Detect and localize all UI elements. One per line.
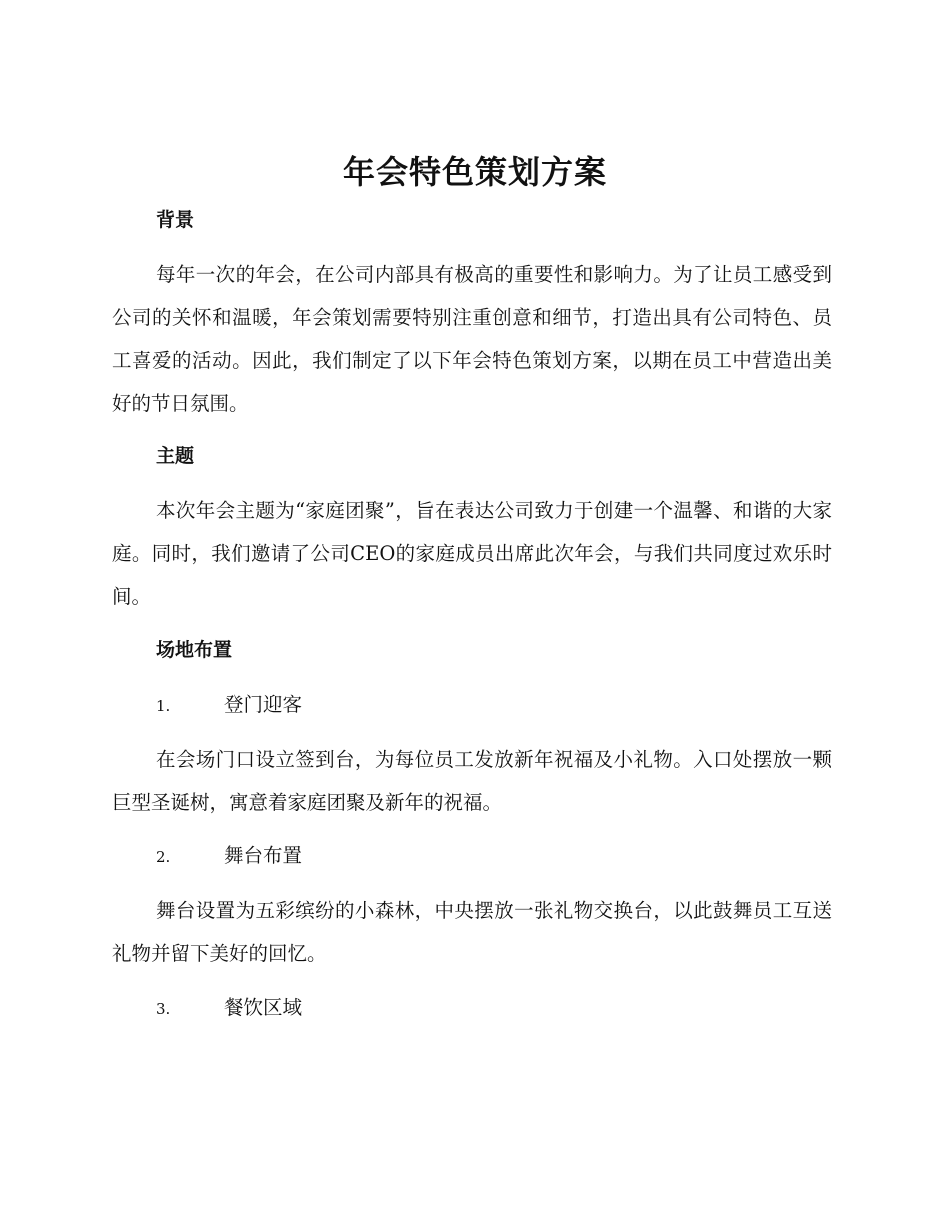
list-item-welcome — [156, 690, 302, 721]
section-heading-venue: 场地布置 — [156, 639, 233, 661]
list-number: 2. — [156, 848, 171, 866]
list-label: 餐饮区域 — [224, 996, 303, 1019]
background-paragraph: 每年一次的年会，在公司内部具有极高的重要性和影响力。为了让员工感受到公司的关怀和温暖，年会策划需要特别注重创意和细节，打造出具有公司特色、员工喜爱的活动。因此，我们制定了以下年会特色策划方案，以期在员工中营造出美好的节日氛围。 — [112, 263, 832, 415]
list-item-catering — [156, 993, 302, 1024]
section-heading-theme: 主题 — [156, 445, 195, 467]
stage-paragraph: 舞台设置为五彩缤纷的小森林，中央摆放一张礼物交换台，以此鼓舞员工互送礼物并留下美好的回忆。 — [112, 899, 832, 965]
section-heading-background: 背景 — [156, 209, 195, 231]
list-item-stage — [156, 841, 302, 872]
document-title: 年会特色策划方案 — [342, 153, 607, 191]
welcome-paragraph: 在会场门口设立签到台，为每位员工发放新年祝福及小礼物。入口处摆放一颗巨型圣诞树，寓意着家庭团聚及新年的祝福。 — [112, 748, 832, 814]
list-label: 舞台布置 — [224, 844, 303, 867]
list-number: 1. — [156, 697, 171, 715]
list-label: 登门迎客 — [224, 693, 303, 716]
list-number: 3. — [156, 1000, 171, 1018]
theme-paragraph: 本次年会主题为“家庭团聚”，旨在表达公司致力于创建一个温馨、和谐的大家庭。同时，我们邀请了公司CEO的家庭成员出席此次年会，与我们共同度过欢乐时间。 — [112, 499, 832, 608]
